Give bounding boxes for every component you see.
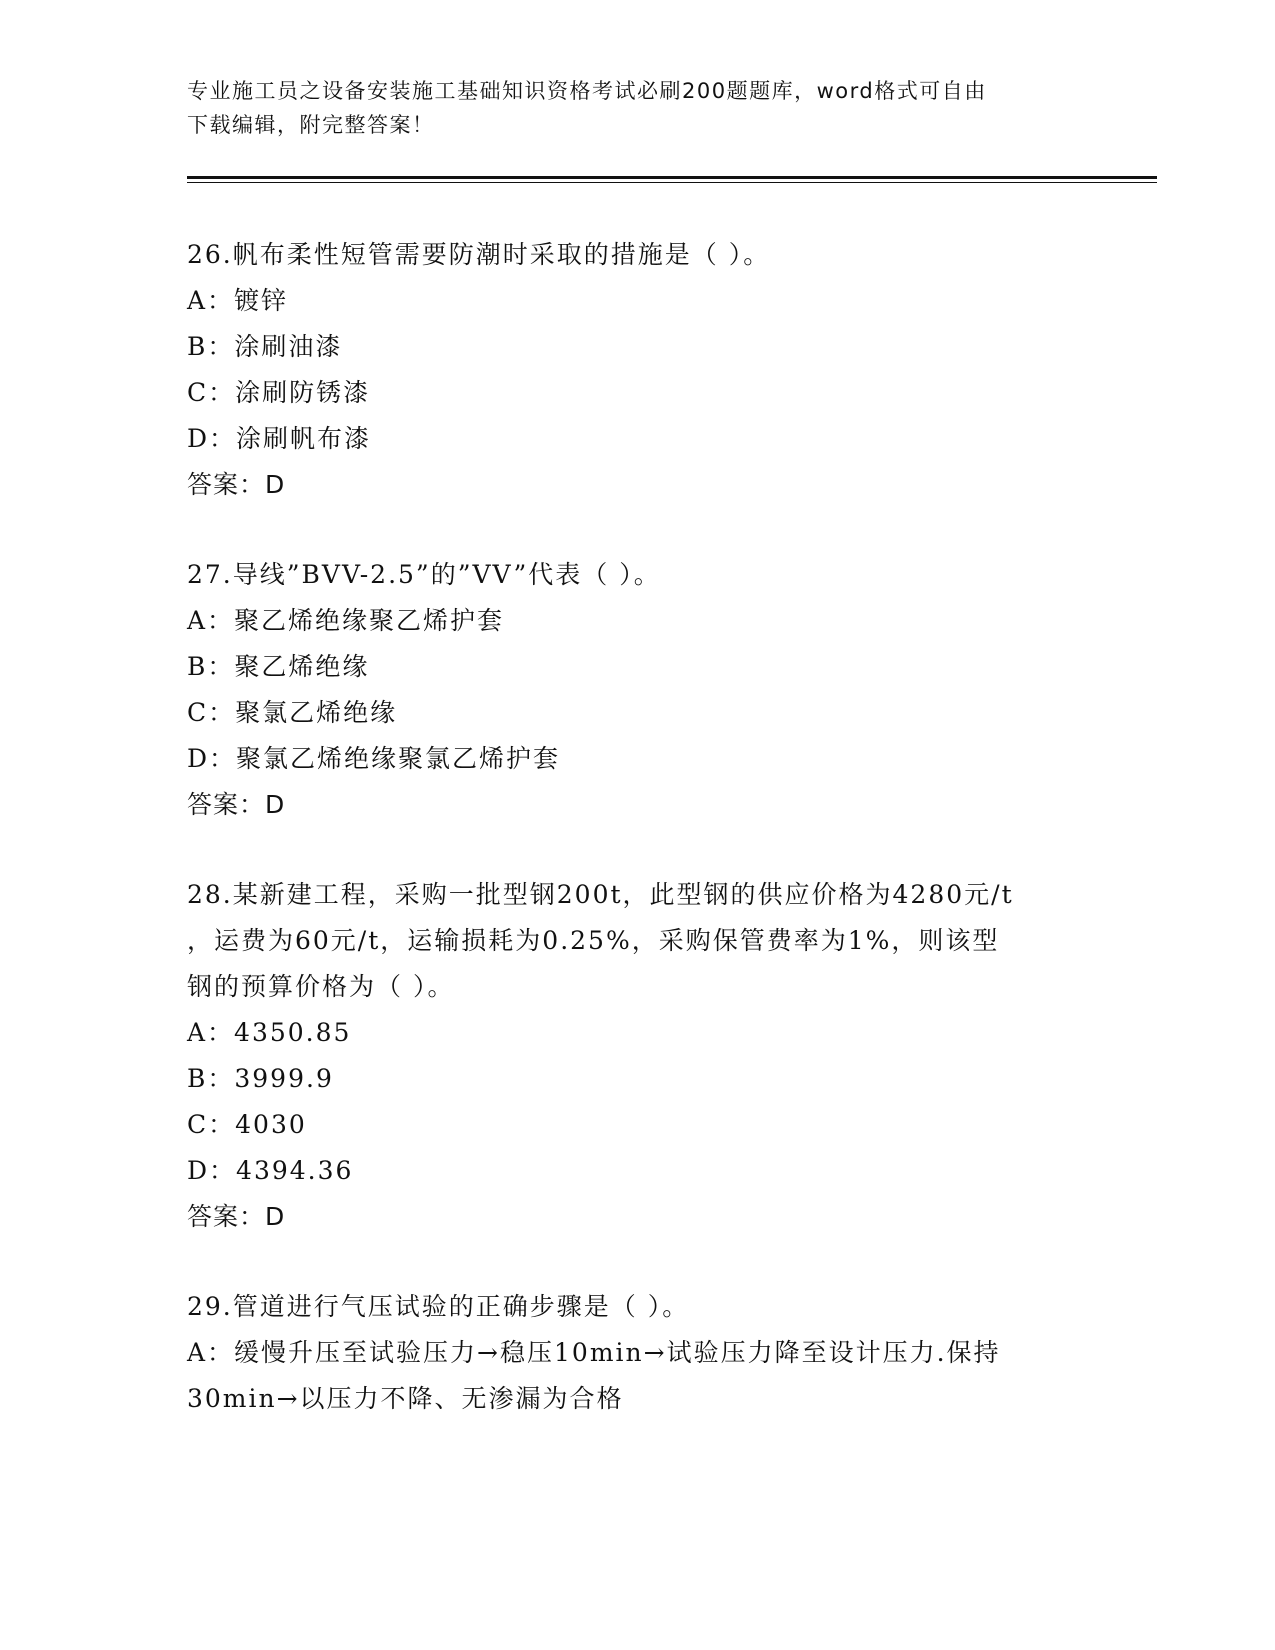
- option-a: A：聚乙烯绝缘聚乙烯护套: [187, 606, 505, 635]
- option-b: B：3999.9: [187, 1064, 334, 1093]
- question-29: [187, 1284, 1067, 1422]
- question-stem-line-3: 钢的预算价格为（ ）。: [187, 972, 455, 1001]
- question-stem-line-2: ，运费为60元/t，运输损耗为0.25%，采购保管费率为1%，则该型: [187, 926, 1000, 955]
- question-stem: 26.帆布柔性短管需要防潮时采取的措施是（ ）。: [187, 240, 771, 269]
- header-title-line-2: 下载编辑，附完整答案！: [187, 113, 435, 137]
- document-header: [187, 74, 1067, 142]
- option-d: D：聚氯乙烯绝缘聚氯乙烯护套: [187, 744, 561, 773]
- option-d: D：涂刷帆布漆: [187, 424, 372, 453]
- header-title-line-1: 专业施工员之设备安装施工基础知识资格考试必刷200题题库，word格式可自由: [187, 79, 987, 103]
- question-28: [187, 872, 1067, 1240]
- option-c: C：涂刷防锈漆: [187, 378, 371, 407]
- question-27: [187, 552, 1067, 828]
- header-rule-thick: [187, 176, 1157, 179]
- option-a: A：镀锌: [187, 286, 289, 315]
- option-c: C：聚氯乙烯绝缘: [187, 698, 398, 727]
- option-b: B：聚乙烯绝缘: [187, 652, 370, 681]
- option-b: B：涂刷油漆: [187, 332, 343, 361]
- option-c: C：4030: [187, 1110, 307, 1139]
- answer-line: 答案：D: [187, 790, 286, 819]
- question-stem: 27.导线”BVV-2.5”的”VV”代表（ ）。: [187, 560, 661, 589]
- answer-line: 答案：D: [187, 1202, 286, 1231]
- header-rule-thin: [187, 182, 1157, 183]
- question-list: [187, 232, 1067, 1466]
- question-26: [187, 232, 1067, 508]
- option-a-line-1: A：缓慢升压至试验压力→稳压10min→试验压力降至设计压力.保持: [187, 1338, 1001, 1367]
- question-stem: 29.管道进行气压试验的正确步骤是（ ）。: [187, 1292, 690, 1321]
- option-a: A：4350.85: [187, 1018, 352, 1047]
- option-a-line-2: 30min→以压力不降、无渗漏为合格: [187, 1384, 624, 1413]
- option-d: D：4394.36: [187, 1156, 354, 1185]
- question-stem-line-1: 28.某新建工程，采购一批型钢200t，此型钢的供应价格为4280元/t: [187, 880, 1014, 909]
- answer-line: 答案：D: [187, 470, 286, 499]
